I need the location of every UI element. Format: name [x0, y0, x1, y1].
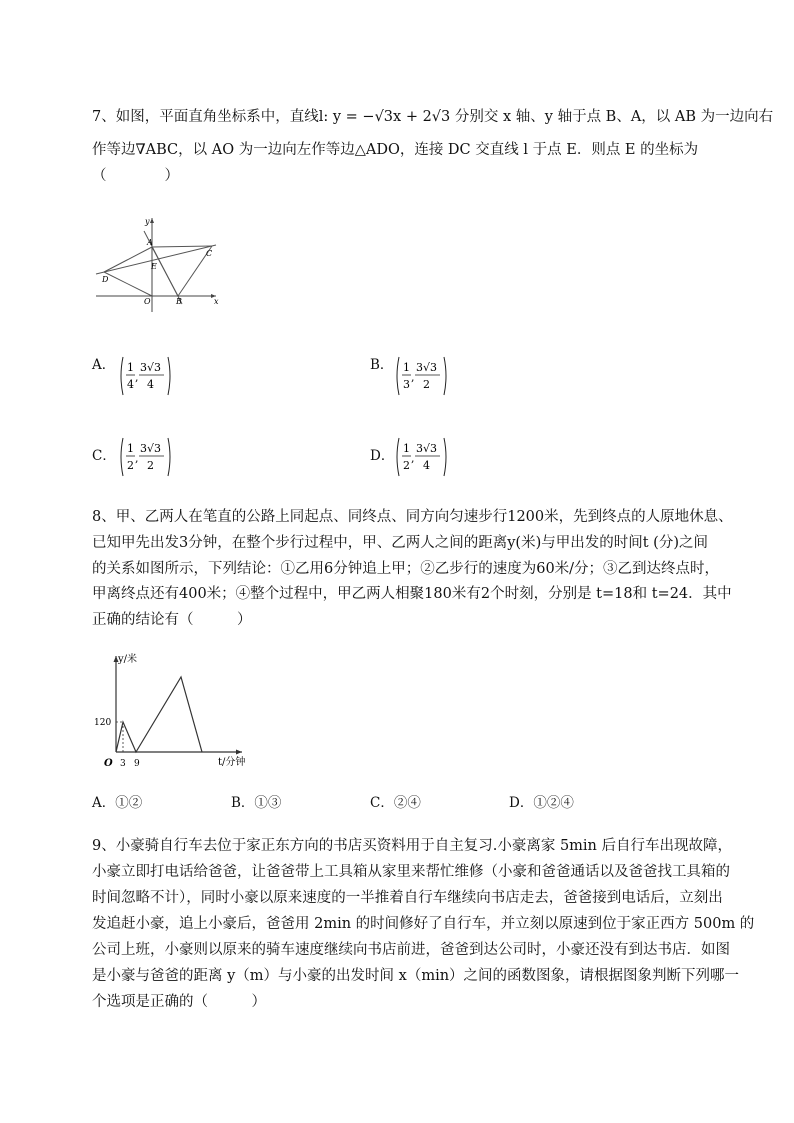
q9-line-1: 9、小豪骑自行车去位于家正东方向的书店买资料用于自主复习.小豪离家 5min 后自行车出现故障，	[92, 838, 732, 854]
q8-line-2: 已知甲先出发3分钟，在整个步行过程中，甲、乙两人之间的距离y(米)与甲出发的时间t (分)之间	[92, 535, 708, 551]
q7-point-c: C	[206, 249, 213, 258]
q7-d-y-num: 3√3	[416, 442, 438, 455]
q7-option-d-coordinates	[394, 435, 454, 479]
q8-x-axis-label: t/分钟	[218, 757, 246, 768]
q9-line-6: 是小豪与爸爸的距离 y（m）与小豪的出发时间 x（min）之间的函数图象，请根据图象判断下列哪一	[92, 968, 740, 984]
q7-option-b-label: B．	[370, 357, 394, 373]
q7-option-c-coordinates	[118, 435, 178, 479]
q7-c-y-num: 3√3	[140, 442, 162, 455]
q7-a-y-den: 4	[147, 378, 154, 391]
q7-option-c-label: C．	[92, 448, 116, 464]
q8-line-4: 甲离终点还有400米；④整个过程中，甲乙两人相聚180米有2个时刻，分别是 t=18和 t=24．其中	[92, 586, 732, 602]
q8-option-b[interactable]: B．①③	[231, 795, 282, 811]
q8-line-5: 正确的结论有（ ）	[92, 612, 252, 628]
q7-x-label: x	[214, 297, 219, 306]
q8-distance-time-graph	[92, 648, 262, 773]
svg-text:,: ,	[411, 452, 415, 465]
q7-c-x-den: 2	[127, 459, 134, 472]
q8-option-a[interactable]: A．①②	[92, 795, 143, 811]
q7-option-d-label: D．	[370, 448, 395, 464]
q8-tick-3: 3	[120, 759, 126, 769]
q9-line-7: 个选项是正确的（ ）	[92, 994, 266, 1010]
q7-origin-o: O	[144, 297, 151, 306]
q8-y-axis-label: y/米	[118, 654, 138, 665]
q7-a-x-den: 4	[127, 378, 134, 391]
q8-option-d[interactable]: D．①②④	[509, 795, 574, 811]
q7-option-a-label: A．	[92, 357, 116, 373]
svg-text:,: ,	[411, 371, 415, 384]
q8-line-1: 8、甲、乙两人在笔直的公路上同起点、同终点、同方向匀速步行1200米，先到终点的人原地休息、	[92, 509, 733, 525]
q7-line-1: 7、如图，平面直角坐标系中，直线l: y = −√3x + 2√3 分别交 x 轴、y 轴于点 B、A，以 AB 为一边向右	[92, 109, 774, 125]
q7-option-c[interactable]	[92, 446, 116, 466]
q7-point-a: A	[147, 238, 153, 247]
q7-option-b[interactable]	[370, 355, 393, 375]
q7-d-x-num: 1	[403, 442, 410, 455]
q7-d-x-den: 2	[403, 459, 410, 472]
q7-point-e: E	[151, 262, 157, 271]
q7-b-y-num: 3√3	[416, 361, 438, 374]
q7-a-y-num: 3√3	[140, 361, 162, 374]
q7-b-x-den: 3	[403, 378, 410, 391]
q7-option-d[interactable]	[370, 446, 394, 466]
q9-line-4: 发追赶小豪，追上小豪后，爸爸用 2min 的时间修好了自行车，并立刻以原速到位于家正西方 500m 的	[92, 916, 755, 932]
q7-point-d: D	[102, 275, 109, 284]
q8-tick-120: 120	[94, 718, 112, 728]
q9-line-2: 小豪立即打电话给爸爸，让爸爸带上工具箱从家里来帮忙维修（小豪和爸爸通话以及爸爸找工具箱的	[92, 864, 730, 880]
q7-b-y-den: 2	[423, 378, 430, 391]
q7-a-x-num: 1	[127, 361, 134, 374]
q8-line-3: 的关系如图所示，下列结论：①乙用6分钟追上甲；②乙步行的速度为60米/分；③乙到达终点时，	[92, 561, 720, 577]
q7-b-x-num: 1	[403, 361, 410, 374]
q7-geometry-figure	[92, 212, 222, 317]
svg-text:,: ,	[135, 371, 139, 384]
q8-option-c[interactable]: C．②④	[370, 795, 421, 811]
q9-line-3: 时间忽略不计），同时小豪以原来速度的一半推着自行车继续向书店走去，爸爸接到电话后，立刻出	[92, 890, 723, 906]
q8-origin: O	[104, 758, 113, 769]
q7-option-b-coordinates	[394, 354, 454, 398]
q7-c-x-num: 1	[127, 442, 134, 455]
q7-c-y-den: 2	[147, 459, 154, 472]
q7-d-y-den: 4	[423, 459, 430, 472]
svg-text:,: ,	[135, 452, 139, 465]
q7-point-b: B	[176, 297, 182, 306]
q8-tick-9: 9	[134, 759, 140, 769]
q9-line-5: 公司上班，小豪则以原来的骑车速度继续向书店前进，爸爸到达公司时，小豪还没有到达书店．如图	[92, 942, 730, 958]
q7-option-a-coordinates	[118, 354, 178, 398]
q7-option-a[interactable]	[92, 355, 115, 375]
q7-y-label: y	[145, 217, 150, 226]
q7-answer-blank: （ ）	[92, 168, 179, 184]
q7-line-2: 作等边∇ABC，以 AO 为一边向左作等边△ADO，连接 DC 交直线 l 于点 E．则点 E 的坐标为	[92, 142, 699, 158]
